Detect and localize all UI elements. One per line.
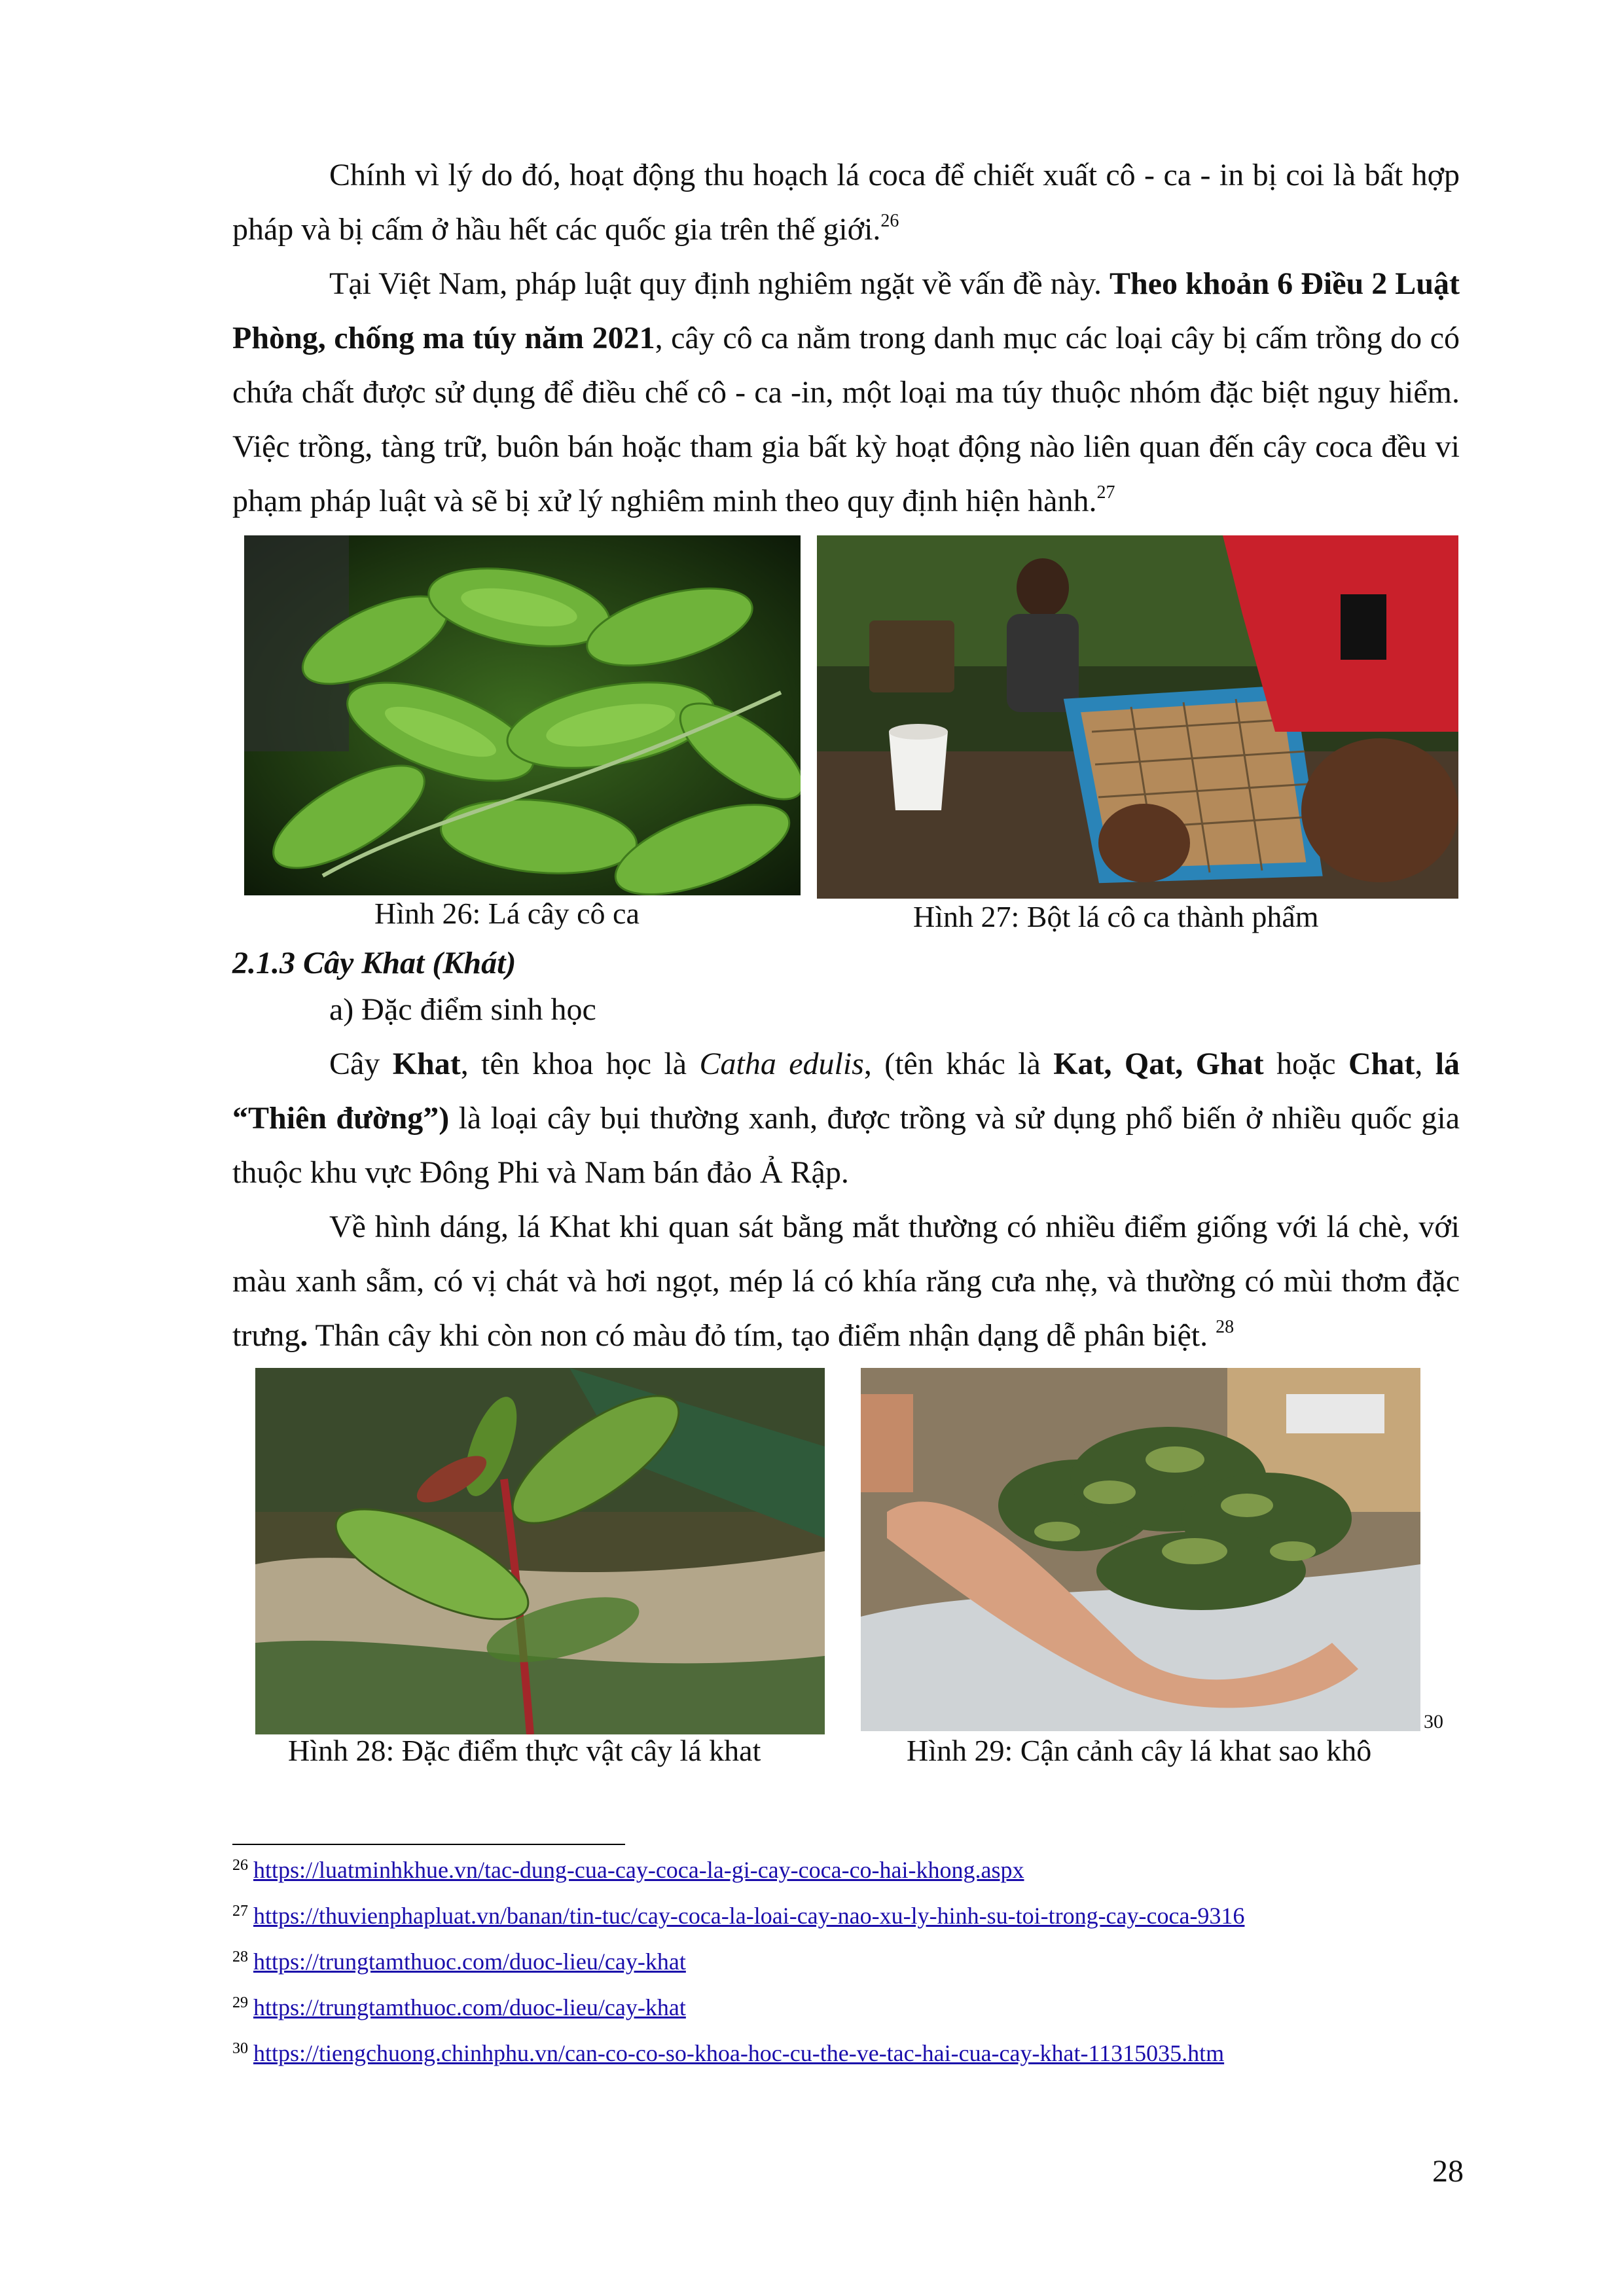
footnote-ref-28[interactable]: 28 [1216, 1317, 1235, 1337]
footnote-separator [232, 1844, 625, 1845]
footnote-26 [232, 1856, 1024, 1884]
footnote-27 [232, 1901, 1244, 1930]
paragraph-text: , [1415, 1047, 1435, 1081]
alt-name-chat: Chat [1348, 1047, 1415, 1081]
paragraph-text: Thân cây khi còn non có màu đỏ tím, tạo điểm nhận dạng dễ phân biệt. [308, 1318, 1216, 1353]
footnote-link[interactable]: https://trungtamthuoc.com/duoc-lieu/cay-khat [253, 1994, 686, 2020]
figure-29-footnote-ref[interactable]: 30 [1424, 1711, 1443, 1732]
figure-27-caption: Hình 27: Bột lá cô ca thành phẩm [913, 900, 1319, 933]
alt-name-heaven-leaf: lá “Thiên đường”) [232, 1047, 1460, 1136]
paragraph-coca-illegal [232, 148, 1460, 257]
footnote-link[interactable]: https://luatminhkhue.vn/tac-dung-cua-cay-coca-la-gi-cay-coca-co-hai-khong.aspx [253, 1857, 1024, 1883]
figure-26-coca-leaves-photo [244, 535, 801, 895]
footnote-link[interactable]: https://thuvienphapluat.vn/banan/tin-tuc/cay-coca-la-loai-cay-nao-xu-ly-hinh-su-toi-trong-cay-coca-9316 [253, 1903, 1245, 1929]
figure-29-dried-khat-photo [861, 1368, 1420, 1731]
paragraph-text: Cây [329, 1047, 393, 1081]
law-reference: Theo khoản 6 Điều 2 Luật Phòng, chống ma túy năm 2021 [232, 266, 1460, 355]
footnote-ref-27[interactable]: 27 [1096, 482, 1115, 503]
paragraph-text: . [300, 1318, 308, 1353]
paragraph-text: , tên khoa học là [460, 1047, 700, 1081]
figure-27-coca-powder-photo [817, 535, 1458, 899]
paragraph-text: hoặc [1263, 1047, 1348, 1081]
footnote-number: 30 [232, 2040, 248, 2057]
footnote-number: 29 [232, 1994, 248, 2011]
paragraph-text: Chính vì lý do đó, hoạt động thu hoạch lá coca để chiết xuất cô - ca - in bị coi là bất hợp pháp và bị cấm ở hầu hết các quốc gia trên thế giới. [232, 158, 1460, 247]
paragraph-text: là loại cây bụi thường xanh, được trồng và sử dụng phổ biến ở nhiều quốc gia thuộc khu vực Đông Phi và Nam bán đảo Ả Rập. [232, 1101, 1460, 1190]
alt-names: Kat, Qat, Ghat [1053, 1047, 1264, 1081]
figure-28-khat-plant-photo [255, 1368, 825, 1734]
scientific-name: Catha edulis [699, 1047, 864, 1081]
footnote-29 [232, 1993, 686, 2022]
figure-28-caption: Hình 28: Đặc điểm thực vật cây lá khat [288, 1734, 761, 1767]
subsection-heading: a) Đặc điểm sinh học [329, 992, 596, 1027]
paragraph-khat-appearance [232, 1200, 1460, 1363]
footnote-number: 26 [232, 1857, 248, 1874]
page-number: 28 [1432, 2154, 1464, 2189]
paragraph-text: , cây cô ca nằm trong danh mục các loại cây bị cấm trồng do có chứa chất được sử dụng để điều chế cô - ca -in, một loại ma túy thuộc nhóm đặc biệt nguy hiểm. Việc trồng, tàng trữ, buôn bán hoặc tham gia bất kỳ hoạt động nào liên quan đến cây coca đều vi phạm pháp luật và sẽ bị xử lý nghiêm minh theo quy định hiện hành. [232, 321, 1460, 518]
footnote-number: 28 [232, 1948, 248, 1965]
term-khat: Khat [392, 1047, 461, 1081]
paragraph-text: Về hình dáng, lá Khat khi quan sát bằng mắt thường có nhiều điểm giống với lá chè, với màu xanh sẫm, có vị chát và hơi ngọt, mép lá có khía răng cưa nhẹ, và thường có mùi thơm đặc trưng [232, 1210, 1460, 1353]
footnote-number: 27 [232, 1903, 248, 1920]
paragraph-text: Tại Việt Nam, pháp luật quy định nghiêm ngặt về vấn đề này. [329, 266, 1110, 301]
footnote-28 [232, 1947, 686, 1976]
footnote-link[interactable]: https://trungtamthuoc.com/duoc-lieu/cay-khat [253, 1948, 686, 1975]
paragraph-khat-intro [232, 1037, 1460, 1200]
paragraph-vietnam-law [232, 257, 1460, 528]
figure-26-caption: Hình 26: Lá cây cô ca [374, 897, 640, 930]
footnote-ref-26[interactable]: 26 [880, 211, 899, 231]
footnote-30 [232, 2039, 1224, 2068]
section-heading: 2.1.3 Cây Khat (Khát) [232, 946, 516, 980]
figure-29-caption: Hình 29: Cận cảnh cây lá khat sao khô [907, 1734, 1372, 1767]
footnote-link[interactable]: https://tiengchuong.chinhphu.vn/can-co-co-so-khoa-hoc-cu-the-ve-tac-hai-cua-cay-khat-11315035.htm [253, 2040, 1225, 2066]
paragraph-text: , (tên khác là [863, 1047, 1054, 1081]
